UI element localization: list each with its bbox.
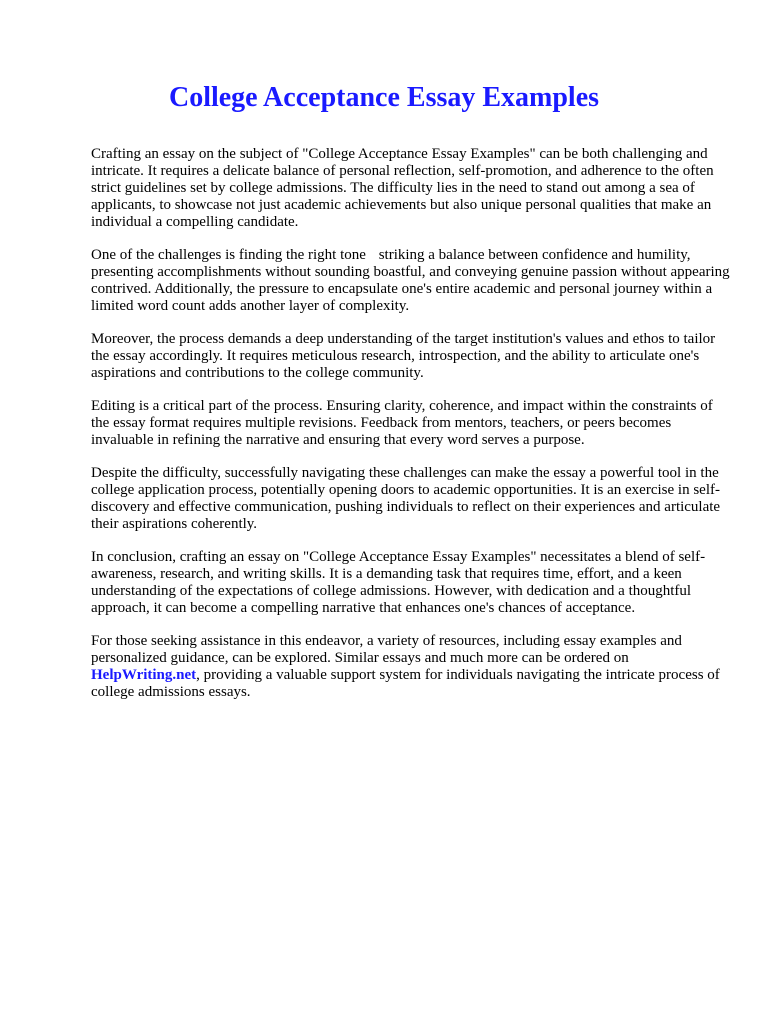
resources-text-before: For those seeking assistance in this endeavor, a variety of resources, including essay examples and personalized guidance, can be explored. Similar essays and much more can be ordered on	[91, 633, 682, 666]
resources-text-after: , providing a valuable support system for individuals navigating the intricate process of college admissions essays.	[91, 667, 720, 700]
paragraph-conclusion: In conclusion, crafting an essay on "College Acceptance Essay Examples" necessitates a blend of self-awareness, research, and writing skills. It is a demanding task that requires time, effort, and a keen understanding of the expectations of college admissions. However, with dedication and a thoughtful approach, it can become a compelling narrative that enhances one's chances of acceptance.	[91, 549, 706, 616]
paragraph-resources	[91, 633, 731, 701]
page-title: College Acceptance Essay Examples	[168, 82, 600, 113]
paragraph-intro: Crafting an essay on the subject of "College Acceptance Essay Examples" can be both challenging and intricate. It requires a delicate balance of personal reflection, self-promotion, and adherence to the often strict guidelines set by college admissions. The difficulty lies in the need to stand out among a sea of applicants, to showcase not just academic achievements but also unique personal qualities that make an individual a compelling candidate.	[91, 146, 714, 230]
helpwriting-link[interactable]: HelpWriting.net	[91, 667, 197, 683]
paragraph-research: Moreover, the process demands a deep understanding of the target institution's values and ethos to tailor the essay accordingly. It requires meticulous research, introspection, and the ability to articulate one's aspirations and contributions to the college community.	[91, 331, 716, 381]
essay-body	[91, 146, 731, 717]
paragraph-editing: Editing is a critical part of the process. Ensuring clarity, coherence, and impact within the constraints of the essay format requires multiple revisions. Feedback from mentors, teachers, or peers becomes invaluable in refining the narrative and ensuring that every word serves a purpose.	[91, 398, 713, 448]
paragraph-tone: One of the challenges is finding the right tone striking a balance between confidence and humility, presenting accomplishments without sounding boastful, and conveying genuine passion without appearing contrived. Additionally, the pressure to encapsulate one's entire academic and personal journey within a limited word count adds another layer of complexity.	[91, 247, 730, 314]
paragraph-difficulty: Despite the difficulty, successfully navigating these challenges can make the essay a powerful tool in the college application process, potentially opening doors to academic opportunities. It is an exercise in self-discovery and effective communication, pushing individuals to reflect on their experiences and articulate their aspirations coherently.	[91, 465, 721, 532]
